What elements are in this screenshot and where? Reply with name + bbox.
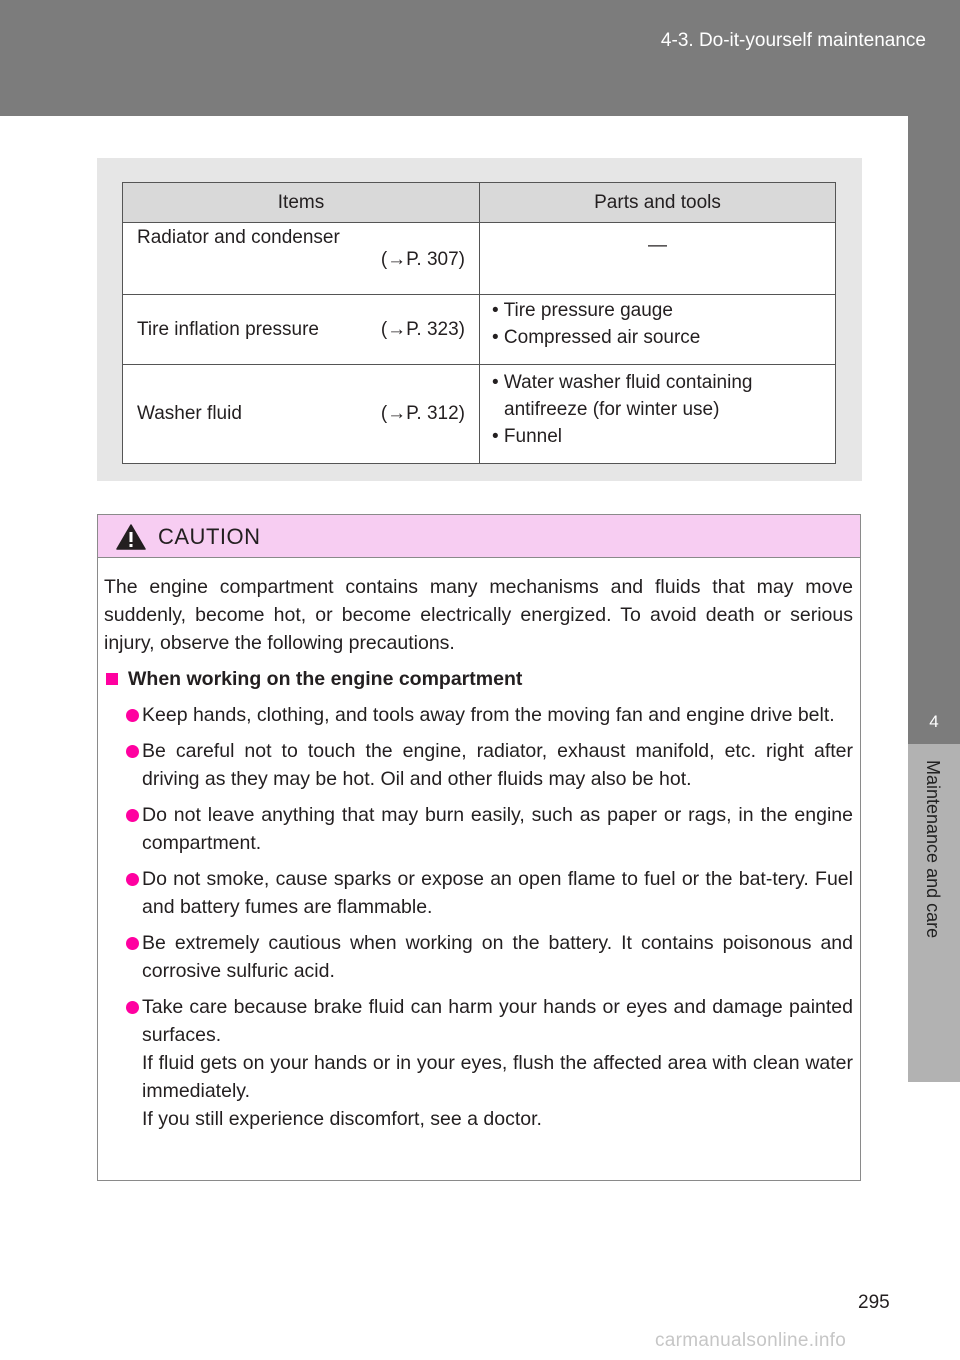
caution-title: CAUTION <box>158 524 261 549</box>
table-row <box>123 295 836 365</box>
list-item-text: Do not leave anything that may burn easily, such as paper or rags, in the engine compartment. <box>142 804 853 854</box>
item-cell <box>123 295 480 365</box>
round-bullet-icon <box>126 745 139 758</box>
chapter-tab <box>908 116 960 744</box>
table-header-parts-tools: Parts and tools <box>480 183 836 223</box>
tools-table <box>122 182 836 464</box>
page-number: 295 <box>858 1292 890 1313</box>
caution-header <box>98 515 860 558</box>
tools-entry: • Funnel <box>492 426 563 447</box>
item-name: Tire inflation pressure <box>137 318 319 340</box>
list-item <box>104 801 853 857</box>
caution-body <box>98 558 860 1133</box>
chapter-tab-label-area <box>908 744 960 1082</box>
list-item-text: Keep hands, clothing, and tools away from the moving fan and engine drive belt. <box>142 704 835 726</box>
page-reference: (→P. 312) <box>380 403 465 424</box>
list-item <box>104 737 853 793</box>
list-item <box>104 993 853 1133</box>
tools-entry: — <box>648 235 667 256</box>
caution-intro: The engine compartment contains many mechanisms and fluids that may move suddenly, become hot, or become electrically energized. To avoid death or serious injury, observe the following precautions. <box>104 576 853 654</box>
list-item-text: Do not smoke, cause sparks or expose an open flame to fuel or the bat-tery. Fuel and battery fumes are flammable. <box>142 868 853 918</box>
round-bullet-icon <box>126 709 139 722</box>
item-cell <box>123 223 480 295</box>
item-name: Washer fluid <box>137 403 242 424</box>
chapter-number: 4 <box>929 712 939 731</box>
tools-entry: • Water washer fluid containing antifreeze (for winter use) <box>492 372 753 420</box>
list-item-text: If you still experience discomfort, see a doctor. <box>142 1108 542 1130</box>
warning-triangle-icon <box>116 524 146 550</box>
section-title: 4-3. Do-it-yourself maintenance <box>660 30 926 51</box>
table-header-items: Items <box>123 183 480 223</box>
item-cell <box>123 365 480 464</box>
page-reference: (→P. 323) <box>380 318 465 340</box>
chapter-name: Maintenance and care <box>923 760 943 939</box>
round-bullet-icon <box>126 1001 139 1014</box>
list-item <box>104 929 853 985</box>
list-item-text: Be careful not to touch the engine, radiator, exhaust manifold, etc. right after driving as they may be hot. Oil and other fluids may also be hot. <box>142 740 853 790</box>
tools-cell <box>480 223 836 295</box>
caution-subheading <box>104 665 853 693</box>
tools-entry: • Compressed air source <box>492 327 701 348</box>
list-item <box>104 701 853 729</box>
page-reference: (→P. 307) <box>380 249 465 270</box>
round-bullet-icon <box>126 809 139 822</box>
watermark: carmanualsonline.info <box>655 1330 847 1351</box>
square-bullet-icon <box>106 673 118 685</box>
page-header-bar <box>0 0 960 116</box>
caution-box <box>97 514 861 1181</box>
tools-entry: • Tire pressure gauge <box>492 300 673 321</box>
tools-cell <box>480 295 836 365</box>
table-row <box>123 365 836 464</box>
list-item-text: Be extremely cautious when working on the battery. It contains poisonous and corrosive sulfuric acid. <box>142 932 853 982</box>
caution-subheading-text: When working on the engine compartment <box>128 668 523 690</box>
round-bullet-icon <box>126 873 139 886</box>
list-item <box>104 865 853 921</box>
table-row <box>123 223 836 295</box>
item-name: Radiator and condenser <box>137 227 340 248</box>
round-bullet-icon <box>126 937 139 950</box>
tools-cell <box>480 365 836 464</box>
list-item-text: If fluid gets on your hands or in your eyes, flush the affected area with clean water immediately. <box>142 1052 853 1102</box>
list-item-text: Take care because brake fluid can harm your hands or eyes and damage painted surfaces. <box>142 996 853 1046</box>
